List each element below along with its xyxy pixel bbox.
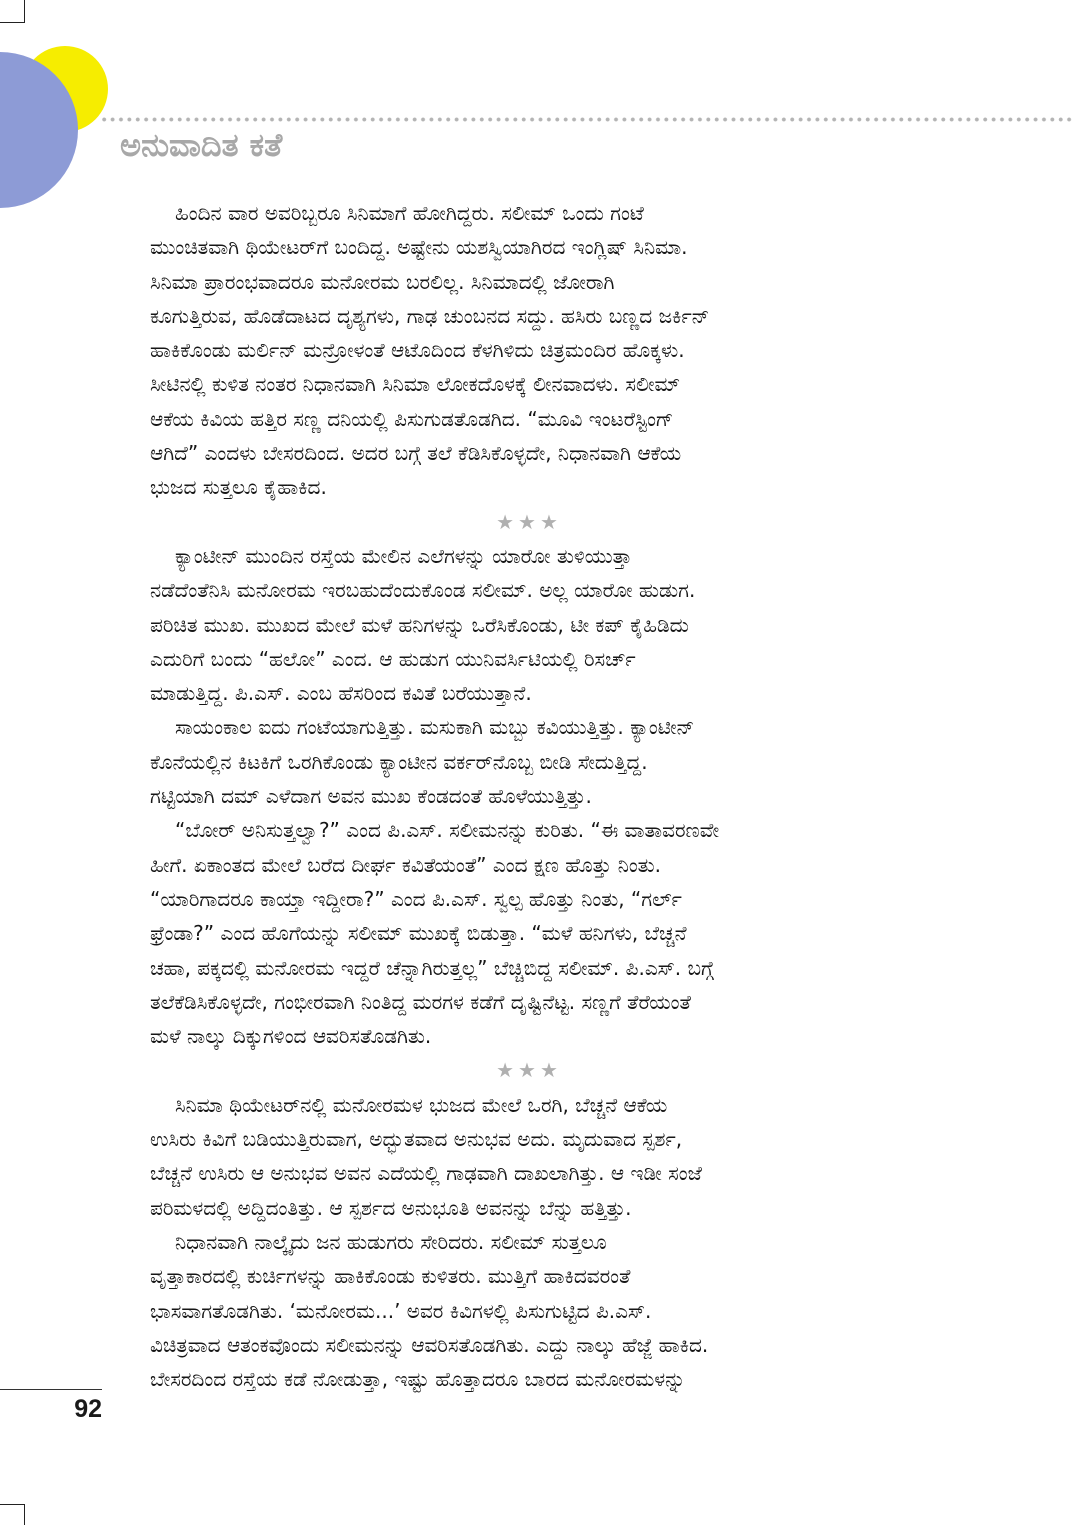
footer-rule bbox=[0, 1389, 102, 1390]
text-line: ಹಿಂದಿನ ವಾರ ಅವರಿಬ್ಬರೂ ಸಿನಿಮಾಗೆ ಹೋಗಿದ್ದರು. ಸಲೀಮ್ ಒಂದು ಗಂಟೆ bbox=[175, 201, 644, 225]
text-line: “ಬೋರ್ ಅನಿಸುತ್ತಲ್ವಾ?” ಎಂದ ಪಿ.ಎಸ್. ಸಲೀಮನನ್ನು ಕುರಿತು. “ಈ ವಾತಾವರಣವೇ bbox=[175, 818, 720, 843]
paragraph bbox=[150, 710, 898, 813]
crop-mark-bottom-left bbox=[0, 1504, 25, 1505]
text-line: ಪರಿಚಿತ ಮುಖ. ಮುಖದ ಮೇಲೆ ಮಳೆ ಹನಿಗಳನ್ನು ಒರೆಸಿಕೊಂಡು, ಟೀ ಕಪ್ ಕೈಹಿಡಿದು bbox=[150, 612, 689, 637]
text-line: “ಯಾರಿಗಾದರೂ ಕಾಯ್ತಾ ಇದ್ದೀರಾ?” ಎಂದ ಪಿ.ಎಸ್. ಸ್ವಲ್ಪ ಹೊತ್ತು ನಿಂತು, “ಗರ್ಲ್ bbox=[150, 886, 682, 911]
text-line: ಸೀಟಿನಲ್ಲಿ ಕುಳಿತ ನಂತರ ನಿಧಾನವಾಗಿ ಸಿನಿಮಾ ಲೋಕದೊಳಕ್ಕೆ ಲೀನವಾದಳು. ಸಲೀಮ್ bbox=[150, 372, 681, 397]
text-line: ಕೂಗುತ್ತಿರುವ, ಹೊಡೆದಾಟದ ದೃಶ್ಯಗಳು, ಗಾಢ ಚುಂಬನದ ಸದ್ದು. ಹಸಿರು ಬಣ್ಣದ ಜರ್ಕಿನ್ bbox=[150, 303, 710, 328]
text-line: ತಲೆಕೆಡಿಸಿಕೊಳ್ಳದೇ, ಗಂಭೀರವಾಗಿ ನಿಂತಿದ್ದ ಮರಗಳ ಕಡೆಗೆ ದೃಷ್ಟಿನೆಟ್ಟ. ಸಣ್ಣಗೆ ತೆರೆಯಂತೆ bbox=[150, 989, 691, 1014]
text-line: ಭುಜದ ಸುತ್ತಲೂ ಕೈಹಾಕಿದ. bbox=[150, 475, 327, 500]
text-line: ಮುಂಚಿತವಾಗಿ ಥಿಯೇಟರ್‌ಗೆ ಬಂದಿದ್ದ. ಅಷ್ಟೇನು ಯಶಸ್ವಿಯಾಗಿರದ ಇಂಗ್ಲಿಷ್ ಸಿನಿಮಾ. bbox=[150, 235, 688, 260]
paragraph bbox=[150, 1225, 898, 1396]
text-line: ನಡೆದೆಂತೆನಿಸಿ ಮನೋರಮ ಇರಬಹುದೆಂದುಕೊಂಡ ಸಲೀಮ್. ಅಲ್ಲ ಯಾರೋ ಹುಡುಗ. bbox=[150, 578, 696, 603]
text-line: ಎದುರಿಗೆ ಬಂದು “ಹಲೋ” ಎಂದ. ಆ ಹುಡುಗ ಯುನಿವರ್ಸಿಟಿಯಲ್ಲಿ ರಿಸರ್ಚ್ bbox=[150, 646, 636, 671]
paragraph bbox=[150, 813, 898, 1053]
section-separator: ★★★ bbox=[496, 509, 562, 534]
story-body bbox=[150, 196, 898, 1397]
text-line: ಚಹಾ, ಪಕ್ಕದಲ್ಲಿ ಮನೋರಮ ಇದ್ದರೆ ಚೆನ್ನಾಗಿರುತ್ತಲ್ಲ” ಬೆಚ್ಚಿಬಿದ್ದ ಸಲೀಮ್. ಪಿ.ಎಸ್. ಬಗ್ಗೆ bbox=[150, 955, 714, 980]
crop-mark-bottom-left bbox=[24, 1504, 25, 1525]
text-line: ಬೇಸರದಿಂದ ರಸ್ತೆಯ ಕಡೆ ನೋಡುತ್ತಾ, ಇಷ್ಟು ಹೊತ್ತಾದರೂ ಬಾರದ ಮನೋರಮಳನ್ನು bbox=[150, 1367, 686, 1392]
text-line: ಕ್ಯಾಂಟೀನ್ ಮುಂದಿನ ರಸ್ತೆಯ ಮೇಲಿನ ಎಲೆಗಳನ್ನು ಯಾರೋ ತುಳಿಯುತ್ತಾ bbox=[175, 543, 632, 568]
text-line: ಭಾಸವಾಗತೊಡಗಿತು. ‘ಮನೋರಮ...’ ಅವರ ಕಿವಿಗಳಲ್ಲಿ ಪಿಸುಗುಟ್ಟಿದ ಪಿ.ಎಸ್. bbox=[150, 1298, 652, 1323]
text-line: ವಿಚಿತ್ರವಾದ ಆತಂಕವೊಂದು ಸಲೀಮನನ್ನು ಆವರಿಸತೊಡಗಿತು. ಎದ್ದು ನಾಲ್ಕು ಹೆಜ್ಜೆ ಹಾಕಿದ. bbox=[150, 1332, 709, 1357]
text-line: ಹಾಕಿಕೊಂಡು ಮರ್ಲಿನ್ ಮನ್ರೋಳಂತೆ ಆಟೊದಿಂದ ಕೆಳಗಿಳಿದು ಚಿತ್ರಮಂದಿರ ಹೊಕ್ಕಳು. bbox=[150, 338, 685, 363]
page-number: 92 bbox=[74, 1395, 102, 1423]
text-line: ಮಾಡುತ್ತಿದ್ದ. ಪಿ.ಎಸ್. ಎಂಬ ಹೆಸರಿಂದ ಕವಿತೆ ಬರೆಯುತ್ತಾನೆ. bbox=[150, 681, 532, 706]
text-line: ಫ್ರೆಂಡಾ?” ಎಂದ ಹೊಗೆಯನ್ನು ಸಲೀಮ್ ಮುಖಕ್ಕೆ ಬಿಡುತ್ತಾ. “ಮಳೆ ಹನಿಗಳು, ಬೆಚ್ಚನೆ bbox=[150, 921, 687, 946]
paragraph bbox=[150, 196, 898, 505]
header-dotted-rule bbox=[100, 116, 1072, 123]
crop-mark-top-left bbox=[0, 22, 25, 23]
section-title: ಅನುವಾದಿತ ಕತೆ bbox=[120, 126, 283, 164]
text-line: ಗಟ್ಟಿಯಾಗಿ ದಮ್ ಎಳೆದಾಗ ಅವನ ಮುಖ ಕೆಂಡದಂತೆ ಹೊಳೆಯುತ್ತಿತ್ತು. bbox=[150, 784, 592, 809]
text-line: ಹೀಗೆ. ಏಕಾಂತದ ಮೇಲೆ ಬರೆದ ದೀರ್ಘ ಕವಿತೆಯಂತೆ” ಎಂದ ಕ್ಷಣ ಹೊತ್ತು ನಿಂತು. bbox=[150, 852, 661, 877]
text-line: ಮಳೆ ನಾಲ್ಕು ದಿಕ್ಕುಗಳಿಂದ ಆವರಿಸತೊಡಗಿತು. bbox=[150, 1024, 432, 1049]
text-line: ವೃತ್ತಾಕಾರದಲ್ಲಿ ಕುರ್ಚಿಗಳನ್ನು ಹಾಕಿಕೊಂಡು ಕುಳಿತರು. ಮುತ್ತಿಗೆ ಹಾಕಿದವರಂತೆ bbox=[150, 1264, 631, 1289]
text-line: ಪರಿಮಳದಲ್ಲಿ ಅದ್ದಿದಂತಿತ್ತು. ಆ ಸ್ಪರ್ಶದ ಅನುಭೂತಿ ಅವನನ್ನು ಬೆನ್ನು ಹತ್ತಿತ್ತು. bbox=[150, 1195, 632, 1220]
text-line: ಬೆಚ್ಚನೆ ಉಸಿರು ಆ ಅನುಭವ ಅವನ ಎದೆಯಲ್ಲಿ ಗಾಢವಾಗಿ ದಾಖಲಾಗಿತ್ತು. ಆ ಇಡೀ ಸಂಜೆ bbox=[150, 1161, 702, 1186]
text-line: ನಿಧಾನವಾಗಿ ನಾಲ್ಕೈದು ಜನ ಹುಡುಗರು ಸೇರಿದರು. ಸಲೀಮ್ ಸುತ್ತಲೂ bbox=[175, 1229, 607, 1254]
section-separator: ★★★ bbox=[496, 1058, 562, 1083]
text-line: ಸಾಯಂಕಾಲ ಐದು ಗಂಟೆಯಾಗುತ್ತಿತ್ತು. ಮಸುಕಾಗಿ ಮಬ್ಬು ಕವಿಯುತ್ತಿತ್ತು. ಕ್ಯಾಂಟೀನ್ bbox=[175, 715, 695, 740]
crop-mark-top-left bbox=[24, 0, 25, 22]
paragraph bbox=[150, 1088, 898, 1225]
text-line: ಸಿನಿಮಾ ಪ್ರಾರಂಭವಾದರೂ ಮನೋರಮ ಬರಲಿಲ್ಲ. ಸಿನಿಮಾದಲ್ಲಿ ಜೋರಾಗಿ bbox=[150, 269, 615, 294]
text-line: ಆಗಿದೆ” ಎಂದಳು ಬೇಸರದಿಂದ. ಅದರ ಬಗ್ಗೆ ತಲೆ ಕೆಡಿಸಿಕೊಳ್ಳದೇ, ನಿಧಾನವಾಗಿ ಆಕೆಯ bbox=[150, 441, 682, 466]
text-line: ಸಿನಿಮಾ ಥಿಯೇಟರ್‌ನಲ್ಲಿ ಮನೋರಮಳ ಭುಜದ ಮೇಲೆ ಒರಗಿ, ಬೆಚ್ಚನೆ ಆಕೆಯ bbox=[175, 1092, 668, 1117]
text-line: ಕೊನೆಯಲ್ಲಿನ ಕಿಟಕಿಗೆ ಒರಗಿಕೊಂಡು ಕ್ಯಾಂಟೀನ ವರ್ಕರ್‌ನೊಬ್ಬ ಬೀಡಿ ಸೇದುತ್ತಿದ್ದ. bbox=[150, 749, 648, 774]
text-line: ಆಕೆಯ ಕಿವಿಯ ಹತ್ತಿರ ಸಣ್ಣ ದನಿಯಲ್ಲಿ ಪಿಸುಗುಡತೊಡಗಿದ. “ಮೂವಿ ಇಂಟರೆಸ್ಟಿಂಗ್ bbox=[150, 406, 674, 431]
paragraph bbox=[150, 539, 898, 710]
text-line: ಉಸಿರು ಕಿವಿಗೆ ಬಡಿಯುತ್ತಿರುವಾಗ, ಅದ್ಭುತವಾದ ಅನುಭವ ಅದು. ಮೃದುವಾದ ಸ್ಪರ್ಶ, bbox=[150, 1127, 683, 1152]
